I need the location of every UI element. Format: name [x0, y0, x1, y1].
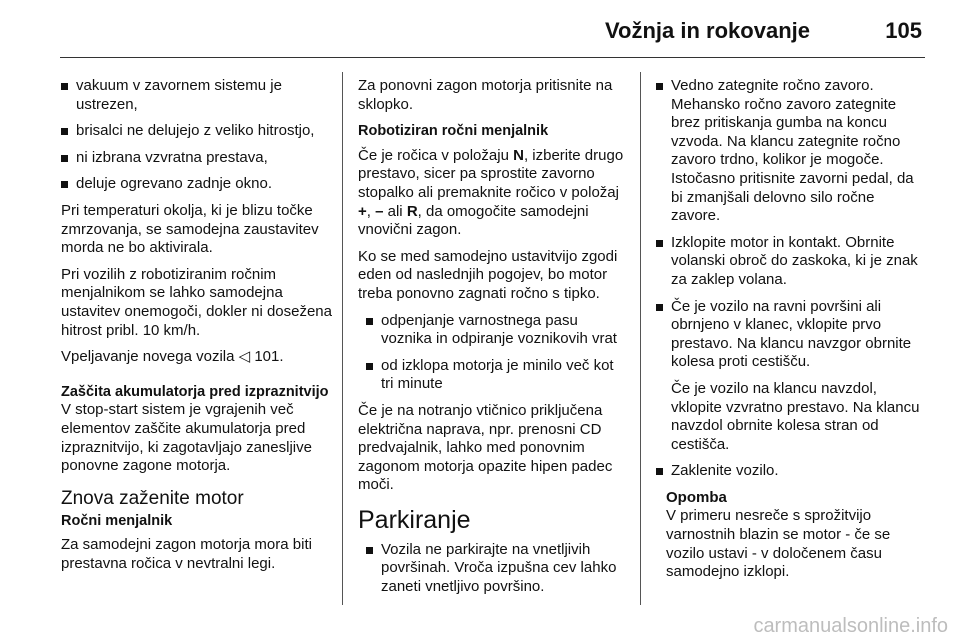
column-divider-2: [640, 72, 641, 605]
text-run: ,: [366, 202, 371, 220]
bullet-item: Izklopite motor in kontakt. Obrnite volanski obroč do zaskoka, ki je znak za zaklep volana.: [656, 234, 922, 290]
cross-reference: [61, 348, 333, 367]
paragraph: Pri temperaturi okolja, ki je blizu točke zmrzovanja, se samodejna zaustavitev morda ne bo aktivirala.: [61, 201, 319, 257]
reference-text: Vpeljavanje novega vozila: [61, 348, 235, 366]
subheading-robotized-gearbox: Robotiziran ročni menjalnik: [358, 123, 549, 140]
bullet-item: Če je vozilo na ravni površini ali obrnjeno v klanec, vklopite prvo prestavo. Na klancu navzgor obrnite kolesa proti cestišču.: [656, 298, 922, 372]
paragraph: Za samodejni zagon motorja mora biti prestavna ročica v nevtralni legi.: [61, 536, 312, 572]
column-3: [656, 77, 922, 590]
watermark: carmanualsonline.info: [753, 615, 948, 637]
section-heading-battery: Zaščita akumulatorja pred izpraznitvijo: [61, 383, 329, 400]
header-divider: [60, 57, 925, 58]
bullet-item: deluje ogrevano zadnje okno.: [61, 175, 333, 194]
text-run: ali: [387, 202, 403, 220]
paragraph: Pri vozilih z robotiziranim ročnim menjalnikom se lahko samodejna ustavitev onemogoči, dokler ni dosežena hitrost pribl. 10 km/h.: [61, 265, 332, 339]
column-2: [358, 77, 630, 605]
text-run: Če je ročica v položaju: [358, 146, 509, 164]
bullet-item: Vozila ne parkirajte na vnetljivih površinah. Vroča izpušna cev lahko zaneti vnetljivo površino.: [366, 541, 630, 597]
column-divider-1: [342, 72, 343, 605]
bullet-item: Vedno zategnite ročno zavoro. Mehansko ročno zavoro zategnite brez pritiskanja gumba na koncu vzvoda. Na klancu zategnite ročno zavoro trdno, kolikor je mogoče. Istočasno pritisnite zavorni pedal, da bi zmanjšali delovno silo ročne zavore.: [656, 77, 922, 226]
paragraph: Ko se med samodejno ustavitvijo zgodi eden od naslednjih pogojev, bo motor treba ponovno zagnati ročno s tipko.: [358, 247, 618, 302]
paragraph: V stop-start sistem je vgrajenih več elementov zaščite akumulatorja pred izpraznitvijo, ki zagotavljajo zanesljive ponovne zagone motorja.: [61, 401, 312, 475]
gear-position-r: R: [406, 202, 418, 220]
gear-position-minus: –: [375, 202, 384, 220]
note-block: [656, 489, 922, 582]
bullet-item: ni izbrana vzvratna prestava,: [61, 149, 333, 168]
section-heading-restart: Znova zaženite motor: [61, 487, 244, 509]
subheading-manual-gearbox: Ročni menjalnik: [61, 512, 173, 529]
note-text: V primeru nesreče s sprožitvijo varnostnih blazin se motor - če se vozilo ustavi - v določenem času samodejno izklopi.: [666, 507, 891, 581]
page-number: 105: [885, 18, 922, 43]
bullet-continuation: Če je vozilo na klancu navzdol, vklopite vzvratno prestavo. Na klancu navzdol obrnite kolesa stran od cestišča.: [671, 379, 920, 453]
text-run: , izberite drugo prestavo, sicer pa sprostite zavorno stopalko ali premaknite ročico v položaj: [358, 146, 624, 201]
paragraph: Če je na notranjo vtičnico priključena električna naprava, npr. prenosni CD predvajalnik, lahko med ponovnim zagonom motorja opazite hipen padec moči.: [358, 401, 613, 494]
section-heading-parking: Parkiranje: [358, 505, 471, 534]
bullet-item: brisalci ne delujejo z veliko hitrostjo,: [61, 122, 333, 141]
header-title: Vožnja in rokovanje: [605, 18, 810, 43]
reference-page[interactable]: 101.: [254, 348, 284, 366]
bullet-item: vakuum v zavornem sistemu je ustrezen,: [61, 77, 333, 114]
paragraph: Za ponovni zagon motorja pritisnite na sklopko.: [358, 77, 613, 113]
bullet-item: Zaklenite vozilo.: [656, 462, 922, 481]
column-1: [61, 77, 333, 581]
reference-arrow-icon: ◁: [238, 348, 251, 366]
gear-position-n: N: [513, 146, 524, 164]
gear-position-plus: +: [358, 202, 367, 220]
text-run: , da omogočite samodejni vnovični zagon.: [358, 202, 589, 239]
bullet-item: od izklopa motorja je minilo več kot tri minute: [366, 357, 630, 394]
note-title: Opomba: [666, 488, 727, 506]
bullet-item: odpenjanje varnostnega pasu voznika in odpiranje voznikovih vrat: [366, 312, 630, 349]
paragraph: [358, 147, 630, 240]
